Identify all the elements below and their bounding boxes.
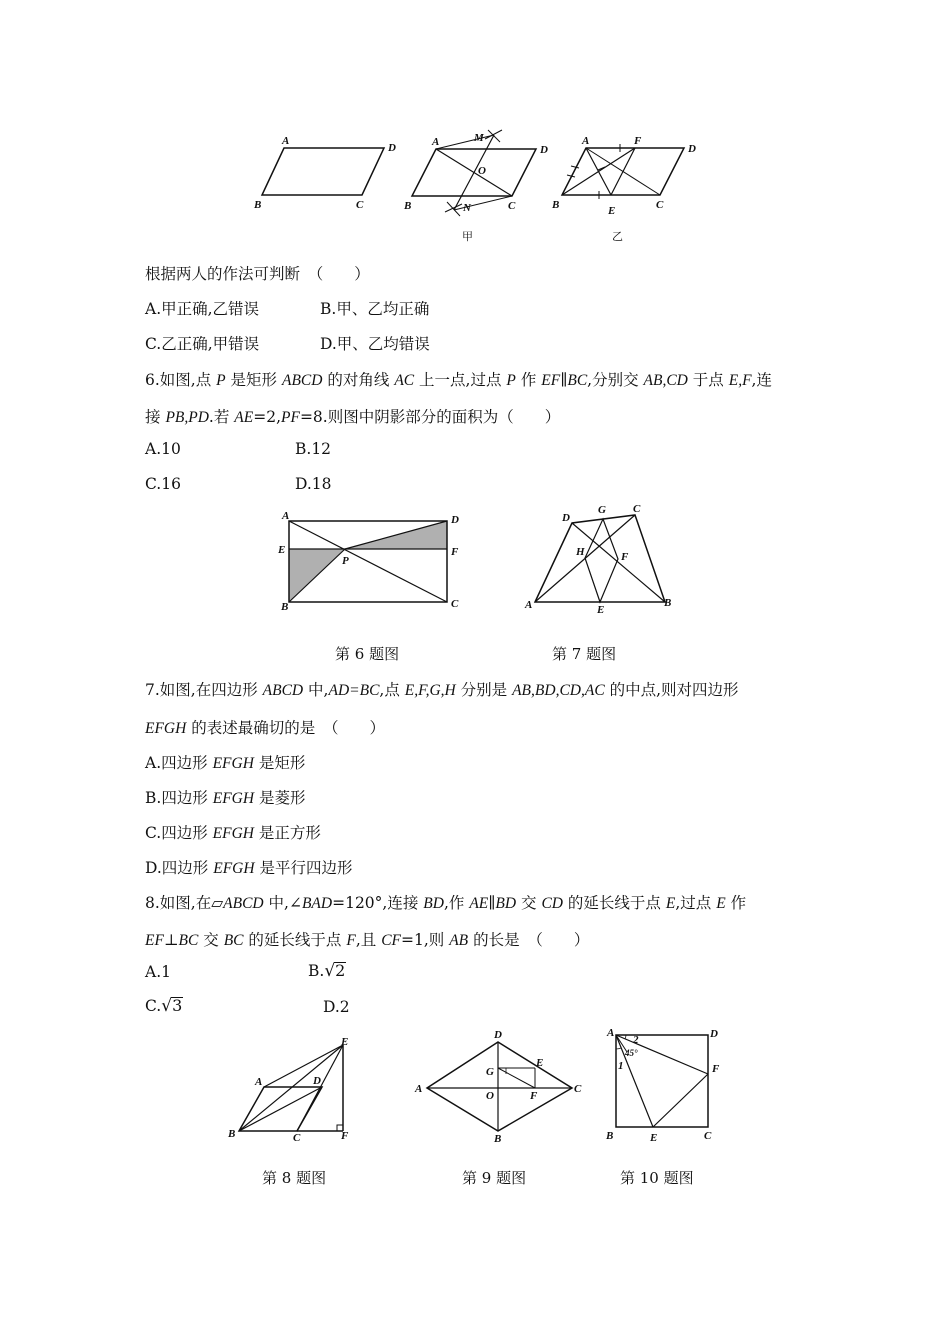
q8-stem-line2: EF⊥BC 交 BC 的延长线于点 F,且 CF=1,则 AB 的长是 （ ） (145, 931, 590, 949)
fig8 (225, 1035, 360, 1145)
fig10-label-1: 1 (618, 1060, 624, 1072)
fig6-label-C: C (451, 598, 459, 610)
fig6-label-A: A (282, 510, 290, 522)
q7-option-c[interactable]: C.四边形 EFGH 是正方形 (145, 824, 321, 842)
fig6-label-B: B (281, 601, 289, 613)
label-D: D (388, 142, 396, 154)
fig7-label-C: C (633, 503, 641, 515)
fig6-label-E: E (278, 544, 286, 556)
fig8-label-C: C (293, 1132, 301, 1144)
yi-label-E: E (608, 205, 616, 217)
fig6-label-P: P (342, 555, 349, 567)
jia-label-M: M (474, 132, 484, 144)
q7-option-b[interactable]: B.四边形 EFGH 是菱形 (145, 789, 306, 807)
q5-option-a[interactable]: A.甲正确,乙错误 (145, 300, 260, 318)
q6-stem-line2: 接 PB,PD.若 AE=2,PF=8.则图中阴影部分的面积为（ ） (145, 408, 561, 426)
yi-label-C: C (656, 199, 664, 211)
fig7-label-A: A (525, 599, 533, 611)
fig8-label-B: B (228, 1128, 236, 1140)
fig9-label-C: C (574, 1083, 582, 1095)
label-B: B (254, 199, 262, 211)
yi-label-F: F (634, 135, 642, 147)
parallelogram-shape (262, 148, 384, 195)
fig7-label-B: B (664, 597, 672, 609)
fig6-label-D: D (451, 514, 459, 526)
fig10-label-A: A (607, 1027, 615, 1039)
fig-jia (400, 122, 550, 247)
q5-option-c[interactable]: C.乙正确,甲错误 (145, 335, 260, 353)
fig10-label-B: B (606, 1130, 614, 1142)
q8-option-b[interactable]: B.√2 (308, 961, 346, 981)
fig8-label-F: F (341, 1130, 349, 1142)
fig10 (600, 1025, 725, 1145)
q7-option-d[interactable]: D.四边形 EFGH 是平行四边形 (145, 859, 353, 877)
fig7-label-G: G (598, 504, 606, 516)
jia-label-B: B (404, 200, 412, 212)
yi-label-B: B (552, 199, 560, 211)
fig6-label-F: F (451, 546, 459, 558)
q6-option-d[interactable]: D.18 (295, 475, 332, 493)
fig9-label-D: D (494, 1029, 502, 1041)
fig10-caption: 第 10 题图 (620, 1169, 694, 1187)
jia-caption: 甲 (462, 230, 473, 243)
fig9 (410, 1028, 585, 1143)
q5-option-b[interactable]: B.甲、乙均正确 (320, 300, 430, 318)
fig8-label-D: D (313, 1075, 321, 1087)
fig9-caption: 第 9 题图 (462, 1169, 527, 1187)
fig9-label-E: E (536, 1057, 544, 1069)
fig7-label-F: F (621, 551, 629, 563)
fig10-label-F: F (712, 1063, 720, 1075)
label-C: C (356, 199, 364, 211)
q6-option-b[interactable]: B.12 (295, 440, 332, 458)
q5-option-d[interactable]: D.甲、乙均错误 (320, 335, 430, 353)
fig10-label-D: D (710, 1028, 718, 1040)
fig6-caption: 第 6 题图 (335, 645, 400, 663)
q7-stem-line2: EFGH 的表述最确切的是 （ ） (145, 719, 386, 737)
fig7-label-E: E (597, 604, 605, 616)
q8-option-d[interactable]: D.2 (323, 998, 350, 1016)
q6-option-a[interactable]: A.10 (145, 440, 181, 458)
fig9-label-F: F (530, 1090, 538, 1102)
yi-label-A: A (582, 135, 590, 147)
fig7-label-H: H (576, 546, 585, 558)
fig8-label-E: E (341, 1036, 349, 1048)
fig7-caption: 第 7 题图 (552, 645, 617, 663)
fig10-label-45: 45° (625, 1048, 638, 1058)
jia-label-N: N (463, 202, 471, 214)
fig8-label-A: A (255, 1076, 263, 1088)
q8-option-a[interactable]: A.1 (145, 963, 171, 981)
fig10-label-C: C (704, 1130, 712, 1142)
fig9-label-G: G (486, 1066, 494, 1078)
fig10-label-2: 2 (633, 1034, 639, 1046)
q7-option-a[interactable]: A.四边形 EFGH 是矩形 (145, 754, 306, 772)
q6-stem-line1: 6.如图,点 P 是矩形 ABCD 的对角线 AC 上一点,过点 P 作 EF∥BC,分别交 AB,CD 于点 E,F,连 (145, 371, 772, 389)
fig7 (520, 498, 685, 618)
fig7-label-D: D (562, 512, 570, 524)
fig-parallelogram-original (250, 135, 400, 215)
fig9-label-A: A (415, 1083, 423, 1095)
yi-caption: 乙 (612, 230, 623, 243)
jia-label-A: A (432, 136, 440, 148)
yi-label-D: D (688, 143, 696, 155)
q5-stem: 根据两人的作法可判断 （ ） (145, 265, 370, 283)
jia-label-C: C (508, 200, 516, 212)
fig8-caption: 第 8 题图 (262, 1169, 327, 1187)
fig9-label-B: B (494, 1133, 502, 1145)
fig6 (275, 508, 470, 618)
label-A: A (282, 135, 290, 147)
fig-yi (548, 132, 698, 247)
q7-stem-line1: 7.如图,在四边形 ABCD 中,AD=BC,点 E,F,G,H 分别是 AB,BD,CD,AC 的中点,则对四边形 (145, 681, 739, 699)
jia-label-D: D (540, 144, 548, 156)
q8-option-c[interactable]: C.√3 (145, 996, 183, 1016)
fig9-label-O: O (486, 1090, 494, 1102)
fig10-label-E: E (650, 1132, 658, 1144)
q8-stem-line1: 8.如图,在▱ABCD 中,∠BAD=120°,连接 BD,作 AE∥BD 交 CD 的延长线于点 E,过点 E 作 (145, 894, 747, 912)
q6-option-c[interactable]: C.16 (145, 475, 181, 493)
jia-label-O: O (478, 165, 486, 177)
